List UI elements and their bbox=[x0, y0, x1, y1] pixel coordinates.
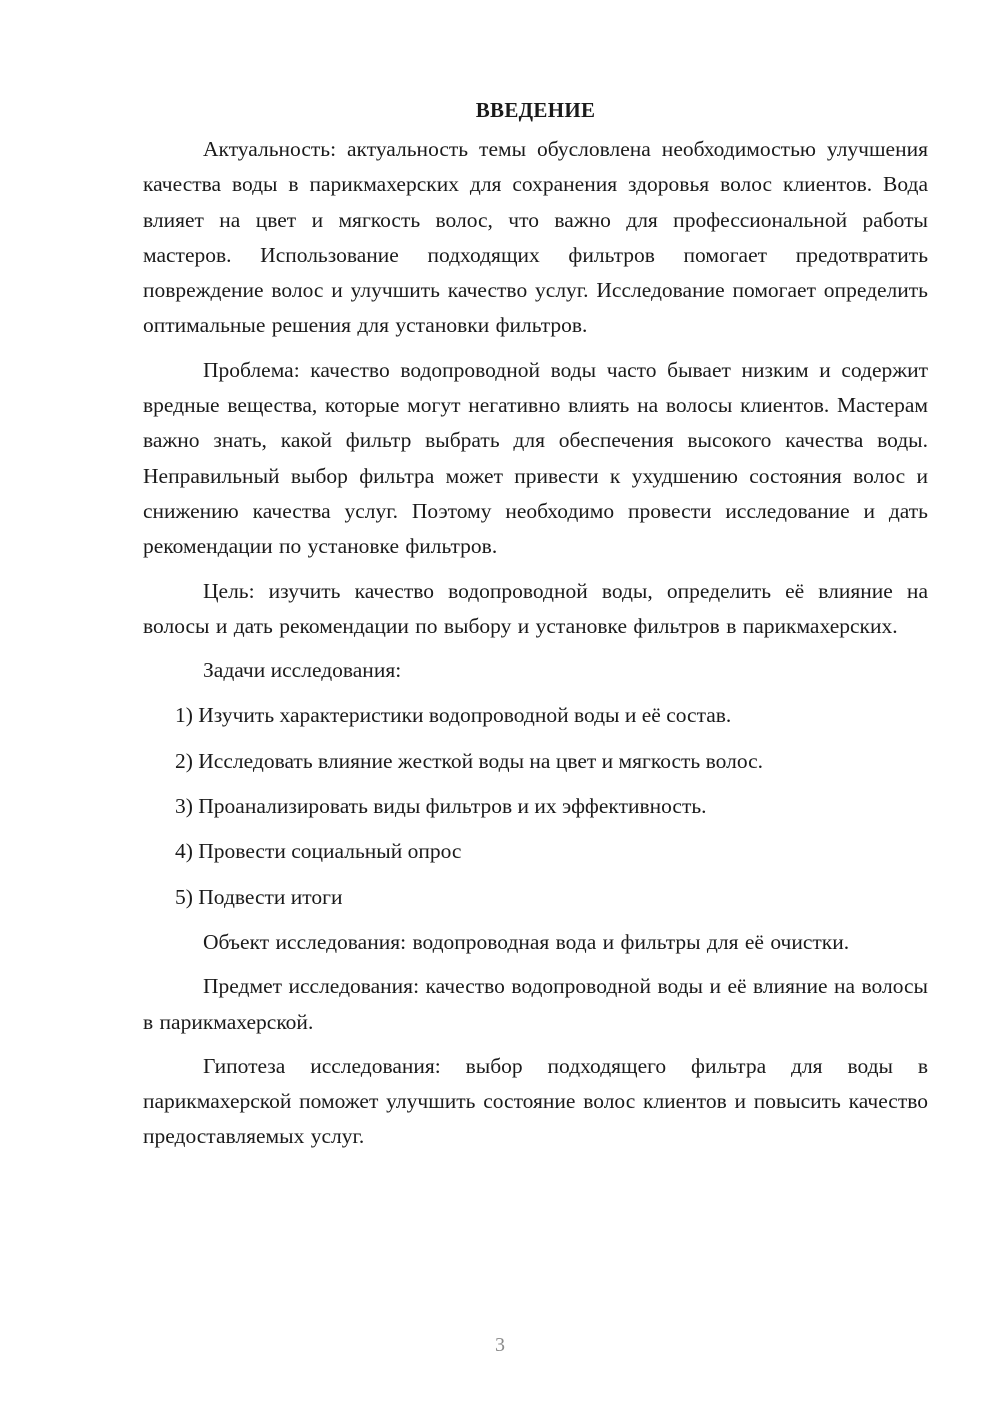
task-item: 5) Подвести итоги bbox=[175, 884, 343, 909]
goal-paragraph: Цель: изучить качество водопроводной воды, определить её влияние на волосы и дать рекомендации по выбору и установке фильтров в парикмахерских. bbox=[143, 578, 928, 638]
subject-paragraph: Предмет исследования: качество водопроводной воды и её влияние на волосы в парикмахерской. bbox=[143, 974, 928, 1034]
task-item: 4) Провести социальный опрос bbox=[175, 839, 462, 864]
page-content bbox=[143, 96, 928, 1164]
hypothesis-paragraph: Гипотеза исследования: выбор подходящего фильтра для воды в парикмахерской поможет улучшить состояние волос клиентов и повысить качество предоставляемых услуг. bbox=[143, 1053, 928, 1149]
page-number: 3 bbox=[495, 1334, 505, 1356]
task-item: 3) Проанализировать виды фильтров и их эффективность. bbox=[175, 794, 707, 819]
object-paragraph: Объект исследования: водопроводная вода и фильтры для её очистки. bbox=[203, 929, 850, 954]
relevance-paragraph: Актуальность: актуальность темы обусловлена необходимостью улучшения качества воды в парикмахерских для сохранения здоровья волос клиентов. Вода влияет на цвет и мягкость волос, что важно для профессиональной работы мастеров. Использование подходящих фильтров помогает предотвратить повреждение волос и улучшить качество услуг. Исследование помогает определить оптимальные решения для установки фильтров. bbox=[143, 137, 928, 338]
tasks-list bbox=[143, 698, 928, 914]
task-item: 2) Исследовать влияние жесткой воды на цвет и мягкость волос. bbox=[175, 748, 764, 773]
task-item: 1) Изучить характеристики водопроводной воды и её состав. bbox=[175, 703, 732, 728]
problem-paragraph: Проблема: качество водопроводной воды часто бывает низким и содержит вредные вещества, которые могут негативно влиять на волосы клиентов. Мастерам важно знать, какой фильтр выбрать для обеспечения высокого качества воды. Неправильный выбор фильтра может привести к ухудшению состояния волос и снижению качества услуг. Поэтому необходимо провести исследование и дать рекомендации по установке фильтров. bbox=[143, 357, 928, 559]
page-title: ВВЕДЕНИЕ bbox=[475, 98, 596, 122]
tasks-title: Задачи исследования: bbox=[203, 658, 402, 683]
